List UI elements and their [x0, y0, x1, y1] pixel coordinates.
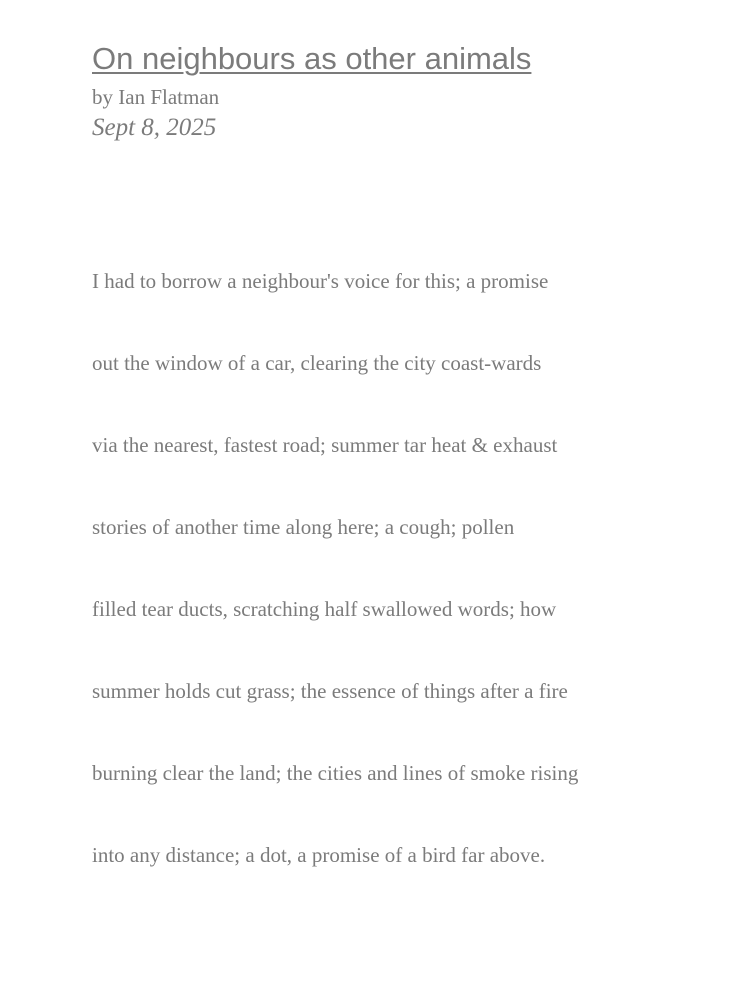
author-byline: by Ian Flatman: [92, 85, 220, 109]
poem-line: I had to borrow a neighbour's voice for this; a promise: [92, 269, 549, 293]
poem-line: via the nearest, fastest road; summer tar heat & exhaust: [92, 433, 558, 457]
post-title-link[interactable]: On neighbours as other animals: [92, 41, 532, 76]
poem-line: into any distance; a dot, a promise of a bird far above.: [92, 843, 546, 867]
post-date: Sept 8, 2025: [92, 114, 217, 141]
poem-line: summer holds cut grass; the essence of things after a fire: [92, 679, 568, 703]
poem-line: burning clear the land; the cities and lines of smoke rising: [92, 761, 579, 785]
poem-line: out the window of a car, clearing the city coast-wards: [92, 351, 542, 375]
poem-line: stories of another time along here; a cough; pollen: [92, 515, 515, 539]
poem-line: filled tear ducts, scratching half swallowed words; how: [92, 597, 557, 621]
